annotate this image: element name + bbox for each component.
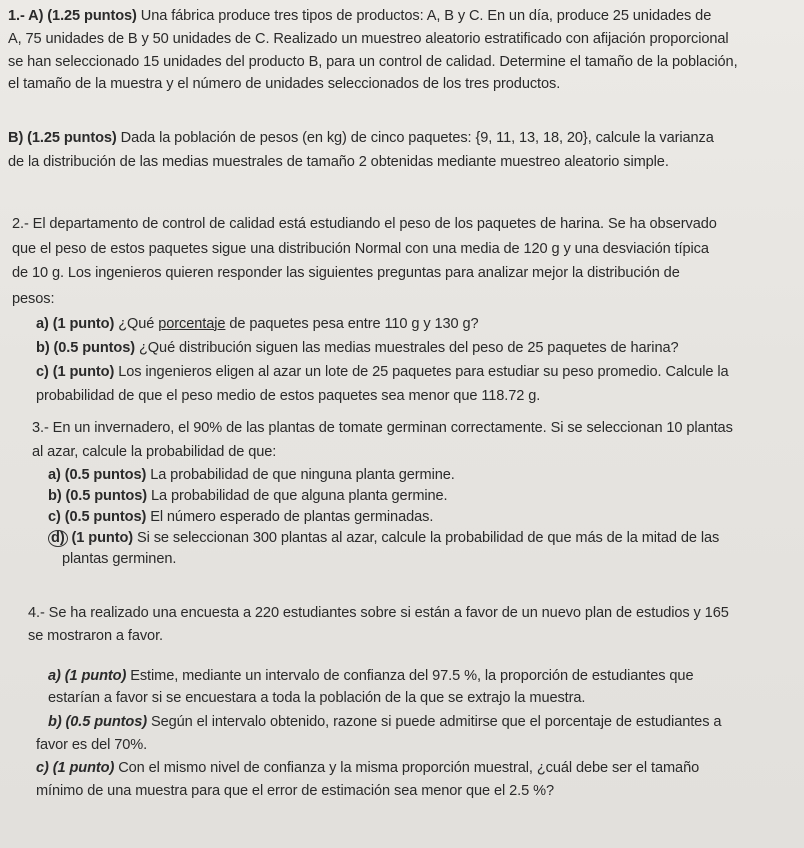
q3-c-heading: c) (0.5 puntos) <box>48 509 147 525</box>
q2-b <box>36 338 679 358</box>
q4-b-line-2: favor es del 70%. <box>36 737 148 753</box>
q4-intro-line-2: se mostraron a favor. <box>28 628 163 644</box>
q4-b <box>48 712 721 732</box>
q3-a-text: La probabilidad de que ninguna planta germine. <box>146 467 455 483</box>
q1-b-line-1 <box>8 128 714 148</box>
q2-intro-line-1: 2.- El departamento de control de calidad está estudiando el peso de los paquetes de harina. Se ha observado <box>12 216 717 232</box>
q2-a-underlined-word: porcentaje <box>158 316 226 332</box>
q2-b-heading: b) (0.5 puntos) <box>36 340 136 356</box>
q2-c <box>36 362 729 382</box>
q2-c-line-2: probabilidad de que el peso medio de estos paquetes sea menor que 118.72 g. <box>36 388 541 404</box>
q1-b-line-2: de la distribución de las medias muestrales de tamaño 2 obtenidas mediante muestreo aleatorio simple. <box>8 154 669 170</box>
q4-c-heading: c) (1 punto) <box>36 760 115 776</box>
q3-d-circled-label: d) <box>48 530 68 547</box>
q4-c <box>36 758 699 778</box>
q2-intro-line-3: de 10 g. Los ingenieros quieren responder las siguientes preguntas para analizar mejor la distribución de <box>12 265 680 281</box>
q4-c-line-2: mínimo de una muestra para que el error de estimación sea menor que el 2.5 %? <box>36 783 554 799</box>
q2-intro-line-2: que el peso de estos paquetes sigue una distribución Normal con una media de 120 g y una desviación típica <box>12 241 709 257</box>
q3-d-text: Si se seleccionan 300 plantas al azar, calcule la probabilidad de que más de la mitad de las <box>133 530 720 546</box>
q2-a-text-post: de paquetes pesa entre 110 g y 130 g? <box>225 316 479 332</box>
q1-b-text: Dada la población de pesos (en kg) de cinco paquetes: {9, 11, 13, 18, 20}, calcule la varianza <box>116 130 714 146</box>
q1-a-line-1 <box>8 6 711 26</box>
q3-intro-line-1: 3.- En un invernadero, el 90% de las plantas de tomate germinan correctamente. Si se seleccionan 10 plantas <box>32 420 733 436</box>
q3-c <box>48 507 433 527</box>
q3-a-heading: a) (0.5 puntos) <box>48 467 147 483</box>
q4-a-line-2: estarían a favor si se encuestara a toda la población de la que se extrajo la muestra. <box>48 690 586 706</box>
q2-c-text: Los ingenieros eligen al azar un lote de 25 paquetes para estudiar su peso promedio. Calcule la <box>114 364 729 380</box>
q2-a-text-pre: ¿Qué <box>114 316 159 332</box>
q1-a-line-2: A, 75 unidades de B y 50 unidades de C. Realizado un muestreo aleatorio estratificado con afijación proporcional <box>8 31 729 47</box>
q3-a <box>48 465 455 485</box>
q3-c-text: El número esperado de plantas germinadas. <box>146 509 434 525</box>
q3-intro-line-2: al azar, calcule la probabilidad de que: <box>32 444 277 460</box>
q1-a-text: Una fábrica produce tres tipos de productos: A, B y C. En un día, produce 25 unidades de <box>136 8 712 24</box>
q2-a <box>36 314 479 334</box>
q1-a-line-3: se han seleccionado 15 unidades del producto B, para un control de calidad. Determine el tamaño de la población, <box>8 54 738 70</box>
q3-d <box>48 528 719 548</box>
q3-b-text: La probabilidad de que alguna planta germine. <box>147 488 448 504</box>
q4-c-text: Con el mismo nivel de confianza y la misma proporción muestral, ¿cuál debe ser el tamaño <box>114 760 700 776</box>
q4-b-heading: b) (0.5 puntos) <box>48 714 148 730</box>
q4-intro-line-1: 4.- Se ha realizado una encuesta a 220 estudiantes sobre si están a favor de un nuevo plan de estudios y 165 <box>28 605 729 621</box>
q4-a-text: Estime, mediante un intervalo de confianza del 97.5 %, la proporción de estudiantes que <box>126 668 694 684</box>
q3-b <box>48 486 448 506</box>
q1-a-line-4: el tamaño de la muestra y el número de unidades seleccionados de los tres productos. <box>8 76 561 92</box>
q3-d-heading: (1 punto) <box>67 530 134 546</box>
q3-b-heading: b) (0.5 puntos) <box>48 488 148 504</box>
q4-a <box>48 666 693 686</box>
q3-d-line-2: plantas germinen. <box>62 551 177 567</box>
q1-a-heading: 1.- A) (1.25 puntos) <box>8 8 137 24</box>
q2-a-heading: a) (1 punto) <box>36 316 115 332</box>
q4-a-heading: a) (1 punto) <box>48 668 127 684</box>
q2-c-heading: c) (1 punto) <box>36 364 115 380</box>
q1-b-heading: B) (1.25 puntos) <box>8 130 117 146</box>
q4-b-text: Según el intervalo obtenido, razone si puede admitirse que el porcentaje de estudiantes a <box>147 714 722 730</box>
q2-intro-line-4: pesos: <box>12 291 55 307</box>
q2-b-text: ¿Qué distribución siguen las medias muestrales del peso de 25 paquetes de harina? <box>135 340 679 356</box>
